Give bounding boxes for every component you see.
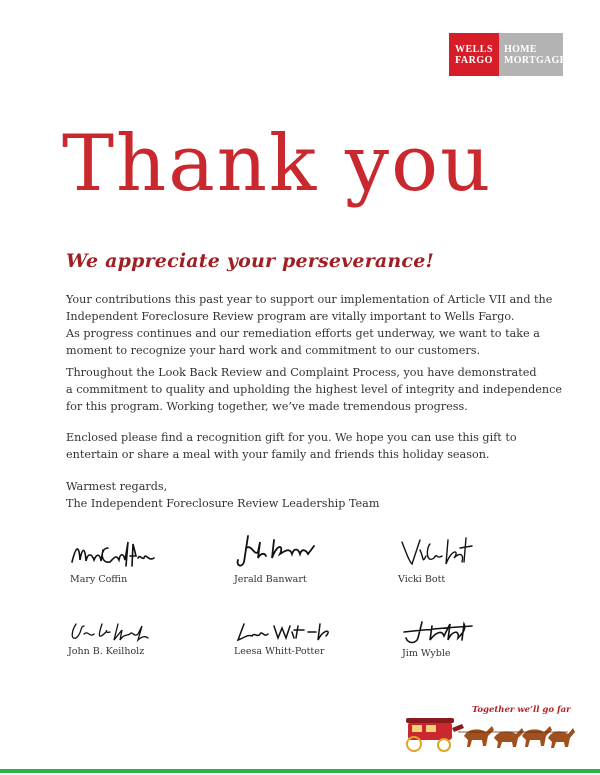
text-line: a commitment to quality and upholding the highest level of integrity and independence (66, 383, 563, 396)
signatory-name: Jerald Banwart (234, 574, 307, 585)
paragraph-gift (66, 429, 566, 463)
signature-block-jerald-banwart (234, 532, 394, 585)
stagecoach-illustration (398, 716, 576, 756)
logo-text-fargo: FARGO (455, 54, 493, 66)
signatory-name: Vicki Bott (398, 574, 446, 585)
text-line: moment to recognize your hard work and commitment to our customers. (66, 344, 481, 357)
text-line: Throughout the Look Back Review and Complaint Process, you have demonstrated (66, 366, 537, 379)
signature-block-vicki-bott (398, 534, 558, 585)
logo-text-mortgage: MORTGAGE (504, 54, 567, 66)
closing-salutation: Warmest regards, (66, 480, 168, 493)
handwritten-signature-icon (70, 536, 160, 572)
logo-red-block (449, 33, 499, 76)
handwritten-signature-icon (234, 532, 324, 572)
tagline: Together we’ll go far (472, 705, 571, 715)
closing (66, 478, 566, 512)
signatory-name: Mary Coffin (70, 574, 128, 585)
handwritten-signature-icon (402, 618, 478, 646)
logo-text-wells: WELLS (454, 43, 494, 55)
closing-team: The Independent Foreclosure Review Leadership Team (66, 497, 380, 510)
page-title: Thank you (62, 119, 493, 209)
wells-fargo-logo (449, 33, 567, 76)
signature-block-jim-wyble (402, 618, 562, 659)
text-line: Your contributions this past year to support our implementation of Article VII and the (66, 293, 553, 306)
signature-block-mary-coffin (70, 536, 230, 585)
stagecoach-icon (398, 716, 576, 752)
signature-block-leesa-whitt-potter (234, 620, 394, 657)
subheading: We appreciate your perseverance! (66, 250, 435, 272)
handwritten-signature-icon (234, 620, 334, 644)
handwritten-signature-icon (68, 620, 152, 644)
signature-block-john-keilholz (68, 620, 228, 657)
signatory-name: Leesa Whitt-Potter (234, 646, 325, 657)
text-line: As progress continues and our remediation efforts get underway, we want to take a (66, 327, 540, 340)
logo-text-home: HOME (504, 43, 537, 55)
paragraph-review (66, 364, 566, 415)
logo-gray-block (499, 33, 567, 76)
signatory-name: Jim Wyble (402, 648, 451, 659)
bottom-accent-line (0, 769, 600, 773)
handwritten-signature-icon (398, 534, 478, 572)
text-line: entertain or share a meal with your family and friends this holiday season. (66, 448, 490, 461)
signatory-name: John B. Keilholz (68, 646, 145, 657)
text-line: Enclosed please find a recognition gift for you. We hope you can use this gift to (66, 431, 517, 444)
paragraph-contributions (66, 291, 566, 359)
text-line: Independent Foreclosure Review program are vitally important to Wells Fargo. (66, 310, 515, 323)
text-line: for this program. Working together, we’ve made tremendous progress. (66, 400, 468, 413)
